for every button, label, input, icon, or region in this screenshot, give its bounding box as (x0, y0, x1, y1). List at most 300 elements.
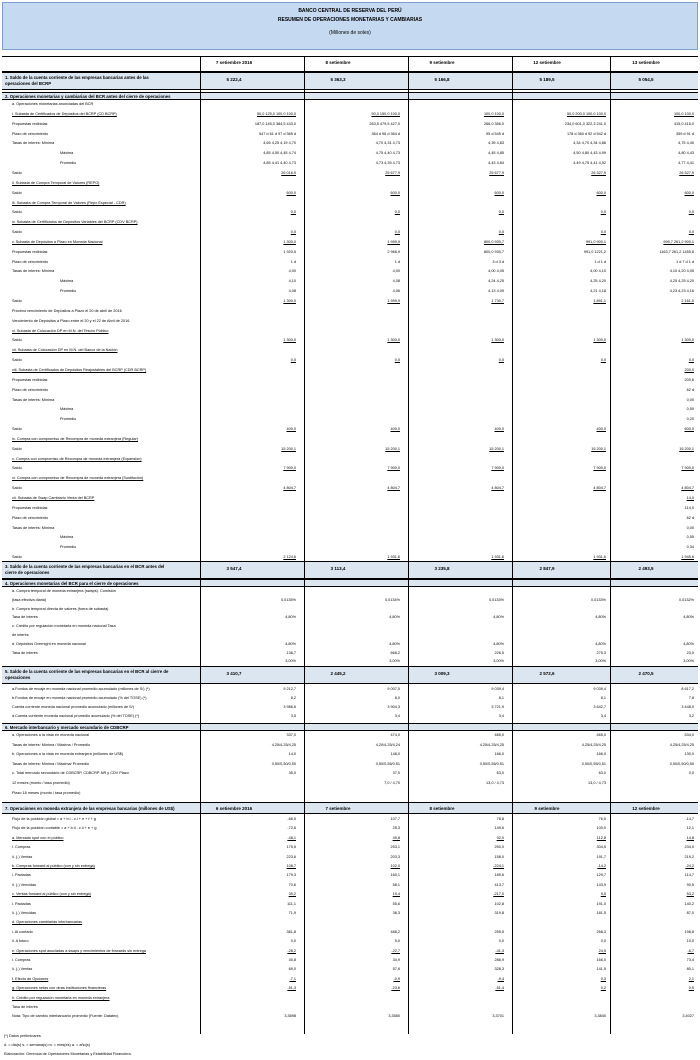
table-row (2, 406, 698, 414)
table-row (2, 713, 698, 721)
row-cell: 4,45 4,85 (488, 151, 504, 156)
row-cell: 465,0 (596, 733, 606, 737)
row-cell: 0,0 (498, 939, 504, 944)
row-cell: 189,6 (494, 873, 504, 878)
row-cell: 304,5 (596, 845, 606, 850)
row-cell: 7,8 (688, 696, 694, 700)
row-cell: 0,34 (686, 545, 694, 550)
row-cell: 4,00 4,10 (590, 269, 606, 274)
row-label: ii. (-) Ventas (12, 854, 33, 859)
row-cell: 92,0 (496, 835, 504, 840)
row-cell: 534,0 (684, 733, 694, 737)
row-label: Tasa de interés (12, 615, 38, 620)
row-label: h. Crédito por regulación monetaria en moneda extranjera (12, 995, 110, 1000)
row-cell: 4,80% (389, 615, 400, 620)
row-cell: 547 d 61 d 97 d 365 d (259, 131, 296, 136)
row-cell: 175,5 (286, 845, 296, 850)
row-cell: 62 d (686, 515, 694, 520)
row-cell: 1 300,0 (283, 299, 296, 303)
row-cell: 200,6 (684, 377, 694, 382)
row-cell: 34,9 (392, 958, 400, 962)
table-row (2, 485, 698, 493)
table-row (2, 416, 698, 424)
section-1-value-5: 5 054,5 (638, 77, 654, 82)
table-row (2, 732, 698, 740)
row-cell: 9 039,4 (491, 687, 504, 691)
row-cell: 415,0 415,0 (673, 121, 694, 126)
table-row (2, 426, 698, 434)
row-cell: 12,1 (686, 826, 694, 831)
row-cell: 8,1 (600, 696, 606, 700)
row-cell: 0,00 (686, 525, 694, 530)
row-cell: 3,00% (389, 659, 400, 664)
row-label: Propuestas recibidas (12, 505, 48, 510)
row-cell: 7 900,0 (283, 466, 296, 471)
table-row (2, 695, 698, 703)
row-cell: -51,3 (287, 986, 296, 991)
table-row (2, 948, 698, 956)
section-5-value-4: 2 572,6 (539, 671, 555, 676)
row-cell: 4,00 (392, 269, 400, 274)
row-label: Saldo (12, 358, 22, 363)
footer-note-abbreviations: d. = día(s) s. = semana(s) m. = mes(es) a. = año(s) (4, 1043, 91, 1047)
row-cell: 78,8 (496, 817, 504, 821)
table-row (2, 170, 698, 178)
row-cell: 3,3580 (388, 1014, 400, 1019)
table-row (2, 200, 698, 208)
row-cell: 36,3 (392, 911, 400, 915)
row-cell: 1 931,6 (491, 555, 504, 560)
column-divider (200, 56, 201, 1034)
table-row (2, 534, 698, 542)
row-cell: 3,00% (493, 659, 504, 664)
row-label: i. Pactadas (12, 901, 31, 906)
row-label: Vencimiento de Depósitos a Plazo entre el 20 y el 22 de Abril de 2016 (12, 318, 130, 323)
row-cell: 0,0 (290, 939, 296, 944)
row-cell: -23,6 (391, 986, 400, 991)
col-header-5: 13 setiembre (632, 60, 660, 65)
row-label: Tasas de interés: Mínima (12, 269, 55, 274)
row-label: Tasa de interés (12, 1005, 38, 1009)
row-label: Tasas de interés: Mínima (12, 397, 55, 402)
table-row (2, 790, 698, 798)
row-cell: 179,3 (286, 873, 296, 878)
table-row (2, 544, 698, 552)
row-cell: 359 d 91 d (676, 131, 694, 136)
row-label: c. Ventas forward al público (con y sin entrega) (12, 892, 91, 897)
section-3-value-4: 2 847,9 (539, 566, 555, 571)
row-cell: 14,8 (686, 835, 694, 840)
footer-note-source: Elaboración: Gerencia de Operaciones Monetarias y Estabilidad Financiera. (4, 1052, 132, 1056)
table-row (2, 844, 698, 852)
row-cell: 158,0 (494, 854, 504, 859)
row-cell: 400,0 (286, 427, 296, 432)
row-cell: 0,50/0,50/0,50 (669, 761, 694, 766)
section-1-value-2: 5 363,3 (330, 77, 346, 82)
row-cell: 63,0 (496, 771, 504, 776)
row-cell: 4 804,7 (681, 486, 694, 491)
row-cell: 25 677,9 (385, 170, 400, 175)
row-cell: 0,0 (498, 358, 504, 363)
row-cell: 107,7 (390, 817, 400, 821)
row-cell: 14,0 (288, 752, 296, 757)
row-cell: 4,06 (392, 289, 400, 294)
row-cell: 4,75 4,40 (678, 141, 694, 146)
row-label: Saldo (12, 466, 22, 471)
table-row (2, 337, 698, 345)
row-cell: 1 300,0 (593, 338, 606, 343)
table-row (2, 140, 698, 148)
section-1-value-3: 5 166,8 (434, 77, 450, 82)
table-row (2, 318, 698, 326)
row-cell: 4,80% (493, 641, 504, 646)
table-row (2, 180, 698, 188)
row-label: Próximo vencimiento de Depósitos a Plazo el 20 de abril de 2016 (12, 308, 122, 313)
row-cell: 4,80% (285, 641, 296, 646)
row-cell: 0,00 (686, 397, 694, 402)
table-row (2, 131, 698, 139)
row-cell: 73,4 (686, 958, 694, 962)
row-cell: 3,00% (595, 659, 606, 664)
table-row (2, 456, 698, 464)
row-cell: 1 300,0 (283, 338, 296, 343)
section-4-label: 4. Operaciones monetarias del BCR para el cierre de operaciones (5, 581, 139, 586)
row-cell: 1 891,1 (593, 299, 606, 303)
row-cell: 191,7 (596, 854, 606, 859)
report-subtitle: RESUMEN DE OPERACIONES MONETARIAS Y CAMBIARIAS (277, 17, 423, 23)
row-label: b.Fondos de encaje en moneda nacional promedio acumulado (% del TOSE) (*) (12, 696, 147, 700)
table-row (2, 623, 698, 631)
row-label: xi. Compra con compromiso de Recompra de moneda extranjera (Sustitución) (12, 476, 144, 481)
row-cell: 2 124,6 (283, 555, 296, 560)
row-label: i. Pactadas (12, 873, 31, 878)
row-cell: 2,1 (688, 976, 694, 981)
row-cell: 4,25 4,20 (590, 279, 606, 284)
row-cell: -9,4 (497, 976, 504, 981)
row-cell: 600,0 (286, 190, 296, 195)
row-cell: 57,6 (392, 967, 400, 972)
row-cell: 37,0 (392, 771, 400, 776)
row-cell: 26 016,9 (281, 170, 296, 175)
row-cell: -217,0 (493, 892, 504, 897)
row-label: ii. (-) Ventas (12, 967, 33, 972)
table-row (2, 229, 698, 237)
row-cell: 198,8 (684, 929, 694, 934)
table-row (2, 101, 698, 109)
row-label: v. Subasta de Depósitos a Plazo en Moneda Nacional (12, 239, 103, 244)
row-cell: 1 945,6 (681, 555, 694, 560)
row-cell: 268,3 (596, 929, 606, 934)
row-cell: 80,1 (686, 967, 694, 972)
column-divider (408, 56, 409, 1034)
section-7 (2, 802, 698, 814)
table-row (2, 938, 698, 946)
row-cell: 149,6 (494, 826, 504, 831)
row-cell: 63,0 (598, 771, 606, 776)
row-label: Promedio (60, 417, 77, 422)
table-row (2, 505, 698, 513)
table-row (2, 597, 698, 605)
table-row (2, 770, 698, 778)
table-row (2, 976, 698, 984)
row-cell: 4,34 4,70 4,34 4,86 (573, 141, 606, 146)
table-row (2, 150, 698, 158)
row-cell: 1 931,6 (593, 555, 606, 560)
table-row (2, 288, 698, 296)
row-cell: 0,0134% (385, 597, 400, 602)
row-cell: 400,0 (390, 427, 400, 432)
row-cell: 1 730,7 (491, 299, 504, 303)
row-label: ii. (-) Vencidas (12, 882, 37, 887)
row-label: i. Compras (12, 958, 31, 962)
table-row (2, 209, 698, 217)
row-cell: 4,00 (288, 269, 296, 274)
row-cell: 15 200,1 (281, 446, 296, 451)
section-1-label: 1. Saldo de la cuenta corriente de las empresas bancarias antes de las operaciones del BCRP (5, 75, 149, 86)
row-cell: 4,85 4,41 4,40 4,73 (263, 161, 296, 166)
row-label: d. Operaciones cambiarias interbancarias (12, 920, 83, 925)
table-row (2, 780, 698, 788)
table-row (2, 436, 698, 444)
section-7-value-1: 6 setiembre 2016 (215, 806, 253, 811)
table-row (2, 397, 698, 405)
row-cell: 7 900,0 (387, 466, 400, 471)
row-cell: -7,1 (289, 976, 296, 981)
row-label: a. Compra temporal de moneda extranjera (swaps). Comisión (12, 589, 116, 593)
table-row (2, 387, 698, 395)
section-1-value-1: 5 222,4 (226, 77, 242, 82)
row-cell: 102,8 (494, 901, 504, 906)
table-row (2, 650, 698, 658)
row-cell: 3,4 (498, 714, 504, 718)
col-header-2: 8 setiembre (325, 60, 351, 65)
row-cell: 4,80% (389, 641, 400, 646)
row-cell: -22,7 (391, 948, 400, 953)
row-cell: 9 039,4 (593, 687, 606, 691)
row-label: a. Mercado spot con el público (12, 835, 64, 840)
row-cell: 3 721,9 (491, 705, 504, 709)
row-cell: 1163,7 261,2 1455,8 (659, 249, 694, 254)
row-cell: 4,13 4,09 (488, 289, 504, 294)
row-cell: 255,5 (494, 929, 504, 934)
section-3-value-2: 3 113,4 (330, 566, 346, 571)
table-row (2, 919, 698, 927)
row-cell: 4,70 4,31 4,73 (375, 141, 400, 146)
table-row (2, 298, 698, 306)
table-row (2, 854, 698, 862)
row-cell: 3 d 3 d (492, 259, 504, 264)
col-header-1: 7 setiembre 2016 (215, 60, 253, 65)
row-cell: 2 161,0 (681, 299, 694, 303)
row-cell: 2 966,9 (387, 249, 400, 254)
row-cell: 0,0135% (281, 597, 296, 602)
row-cell: 95 d 545 d (486, 131, 504, 136)
row-cell: 76,5 (598, 817, 606, 821)
row-cell: 9 007,0 (387, 687, 400, 691)
row-cell: 140,2 (684, 901, 694, 906)
table-row (2, 742, 698, 750)
row-cell: 3,2 (688, 714, 694, 718)
row-cell: 5,0 (394, 939, 400, 944)
row-cell: 991,0 1221,2 (583, 249, 606, 254)
table-row (2, 111, 698, 119)
row-cell: 0,20 (686, 417, 694, 422)
row-cell: 1 300,0 (681, 338, 694, 343)
row-label: Flujo de la posición contable = a + b.ii - c.ii + e + g (12, 826, 97, 831)
row-cell: -66,5 (287, 817, 296, 821)
row-cell: 111,1 (287, 901, 296, 906)
table-row (2, 446, 698, 454)
row-cell: 800,0 930,7 (483, 239, 504, 244)
row-label: Máxima (60, 407, 74, 412)
row-label: Tasas de interés: Mínima / Máxima / Promedio (12, 742, 91, 747)
row-cell: 143,9 (596, 882, 606, 887)
table-row (2, 872, 698, 880)
row-label: vi. Subasta de Colocación DP en M.N. del Tesoro Público (12, 328, 109, 333)
table-row (2, 882, 698, 890)
row-cell: -224,1 (493, 864, 504, 868)
row-cell: 4,75 4,40 4,73 (375, 151, 400, 156)
row-cell: 4,65 4,25 4,19 4,70 (263, 141, 296, 146)
row-label: Tasas de interés: Mínima (12, 525, 55, 530)
row-label: i. Al contado (12, 929, 33, 934)
row-label: Promedio (60, 289, 77, 294)
row-cell: 0,0132% (679, 597, 694, 602)
table-row (2, 495, 698, 503)
row-cell: 14,0 (686, 496, 694, 500)
row-cell: 8 617,2 (681, 687, 694, 691)
section-5-value-3: 3 009,3 (434, 671, 450, 676)
row-label: Saldo (12, 210, 22, 215)
section-2 (2, 92, 698, 100)
table-row (2, 219, 698, 227)
report-units: (Millones de soles) (329, 30, 371, 36)
row-cell: 219,2 (684, 854, 694, 859)
row-cell: 600,0 (684, 190, 694, 195)
table-row (2, 278, 698, 286)
section-5-value-1: 3 410,7 (226, 671, 242, 676)
row-cell: 3 986,6 (283, 705, 296, 709)
row-cell: 600,0 (390, 190, 400, 195)
row-cell: 474,0 (390, 733, 400, 737)
row-cell: 0,0 (600, 230, 606, 235)
row-cell: 114,7 (684, 873, 694, 878)
row-cell: 50,0 150,0 100,0 (371, 111, 400, 116)
row-cell: 4,73 4,39 4,73 (375, 161, 400, 166)
table-row (2, 835, 698, 843)
row-cell: 8,1 (498, 696, 504, 700)
row-cell: 4,80% (595, 641, 606, 646)
column-divider (304, 56, 305, 1034)
row-cell: 3,4027 (682, 1014, 694, 1019)
row-cell: 337,0 (286, 733, 296, 737)
row-cell: 0,0 (290, 230, 296, 235)
row-cell: 26 327,9 (591, 170, 606, 175)
report-title: BANCO CENTRAL DE RESERVA DEL PERÚ (298, 8, 402, 14)
row-cell: 4,39 4,83 (488, 141, 504, 146)
row-cell: 253,1 (390, 845, 400, 850)
row-cell: 266,0 356,0 (483, 121, 504, 126)
row-cell: 3 448,0 (681, 705, 694, 709)
row-cell: 1 d 7 d 1 d (676, 259, 694, 264)
row-cell: 1 d (394, 259, 400, 264)
row-cell: 4,25/4,25/4,25 (479, 742, 504, 747)
row-label: b. Compra temporal directa de valores (fuera de subasta) (12, 606, 109, 611)
row-cell: 39,2 (288, 892, 296, 897)
table-row (2, 268, 698, 276)
row-cell: 178 d 360 d 92 d 542 d (566, 131, 606, 136)
row-label: i. Subasta de Certificados de Depósitos del BCRP (CD BCRP) (12, 111, 117, 116)
row-cell: 4,25 4,25 4,20 (669, 279, 694, 284)
row-cell: 55,6 (392, 901, 400, 906)
row-cell: 108,7 (286, 864, 296, 868)
row-cell: 7 900,0 (491, 466, 504, 471)
section-7-value-5: 12 setiembre (632, 806, 660, 811)
row-cell: 4,08 (288, 289, 296, 294)
row-cell: 187,0 145,0 384,5 443,0 (254, 121, 296, 126)
table-row (2, 160, 698, 168)
table-row (2, 761, 698, 769)
row-cell: 9 212,7 (283, 687, 296, 691)
row-cell: 160,1 (390, 873, 400, 878)
row-cell: 15 200,1 (489, 446, 504, 451)
row-label: Plazo de vencimiento (12, 259, 49, 264)
row-cell: 35,0 (288, 771, 296, 776)
row-cell: 600,0 (684, 427, 694, 432)
section-6 (2, 723, 698, 731)
table-row (2, 249, 698, 257)
table-row (2, 985, 698, 993)
row-cell: 3,00% (683, 659, 694, 664)
row-label: iii. Subasta de Compra Temporal de Valores (Repo Especial - CDR) (12, 200, 126, 205)
row-label: Máxima (60, 151, 74, 156)
row-cell: 166,0 (596, 958, 606, 962)
row-cell: 0,0 (688, 230, 694, 235)
row-cell: 486,2 (390, 929, 400, 934)
row-label: Propuestas recibidas (12, 249, 48, 254)
row-cell: 234,0 (684, 845, 694, 850)
row-label: a. Operaciones monetarias anunciadas del BCR (12, 102, 94, 106)
row-cell: -0,9 (393, 976, 400, 981)
row-cell: 0,55 (686, 535, 694, 540)
row-cell: 465,0 (494, 733, 504, 737)
row-label: Tasas de interés: Mínima (12, 141, 55, 146)
row-cell: 24,5 (598, 948, 606, 953)
row-cell: 1 999,9 (387, 299, 400, 303)
row-cell: 70,6 (288, 882, 296, 887)
row-cell: 4,80 4,43 (678, 151, 694, 156)
row-cell: 4,10 (288, 279, 296, 284)
section-3 (2, 561, 698, 579)
row-cell: 413,7 (494, 882, 504, 887)
row-cell: 4,80% (285, 615, 296, 620)
row-label: ix. Compra con compromiso de Recompra de moneda extranjera (Regular) (12, 436, 138, 441)
row-cell: 4,85 4,50 4,45 4,74 (263, 151, 296, 156)
row-label: de interés (12, 633, 29, 637)
row-cell: 0,0 (498, 230, 504, 235)
row-cell: 8,0 (394, 696, 400, 700)
row-cell: -48,1 (287, 835, 296, 840)
row-label: i. Compras (12, 845, 31, 850)
row-cell: 0,0 (600, 939, 606, 944)
row-cell: -24,2 (685, 864, 694, 868)
row-cell: -6,7 (687, 948, 694, 953)
table-row (2, 910, 698, 918)
row-cell: 4,21 4,18 (590, 289, 606, 294)
row-label: a. Operaciones a la vista en moneda nacional (12, 733, 90, 737)
table-row (2, 308, 698, 316)
row-cell: 130,0 (684, 752, 694, 757)
